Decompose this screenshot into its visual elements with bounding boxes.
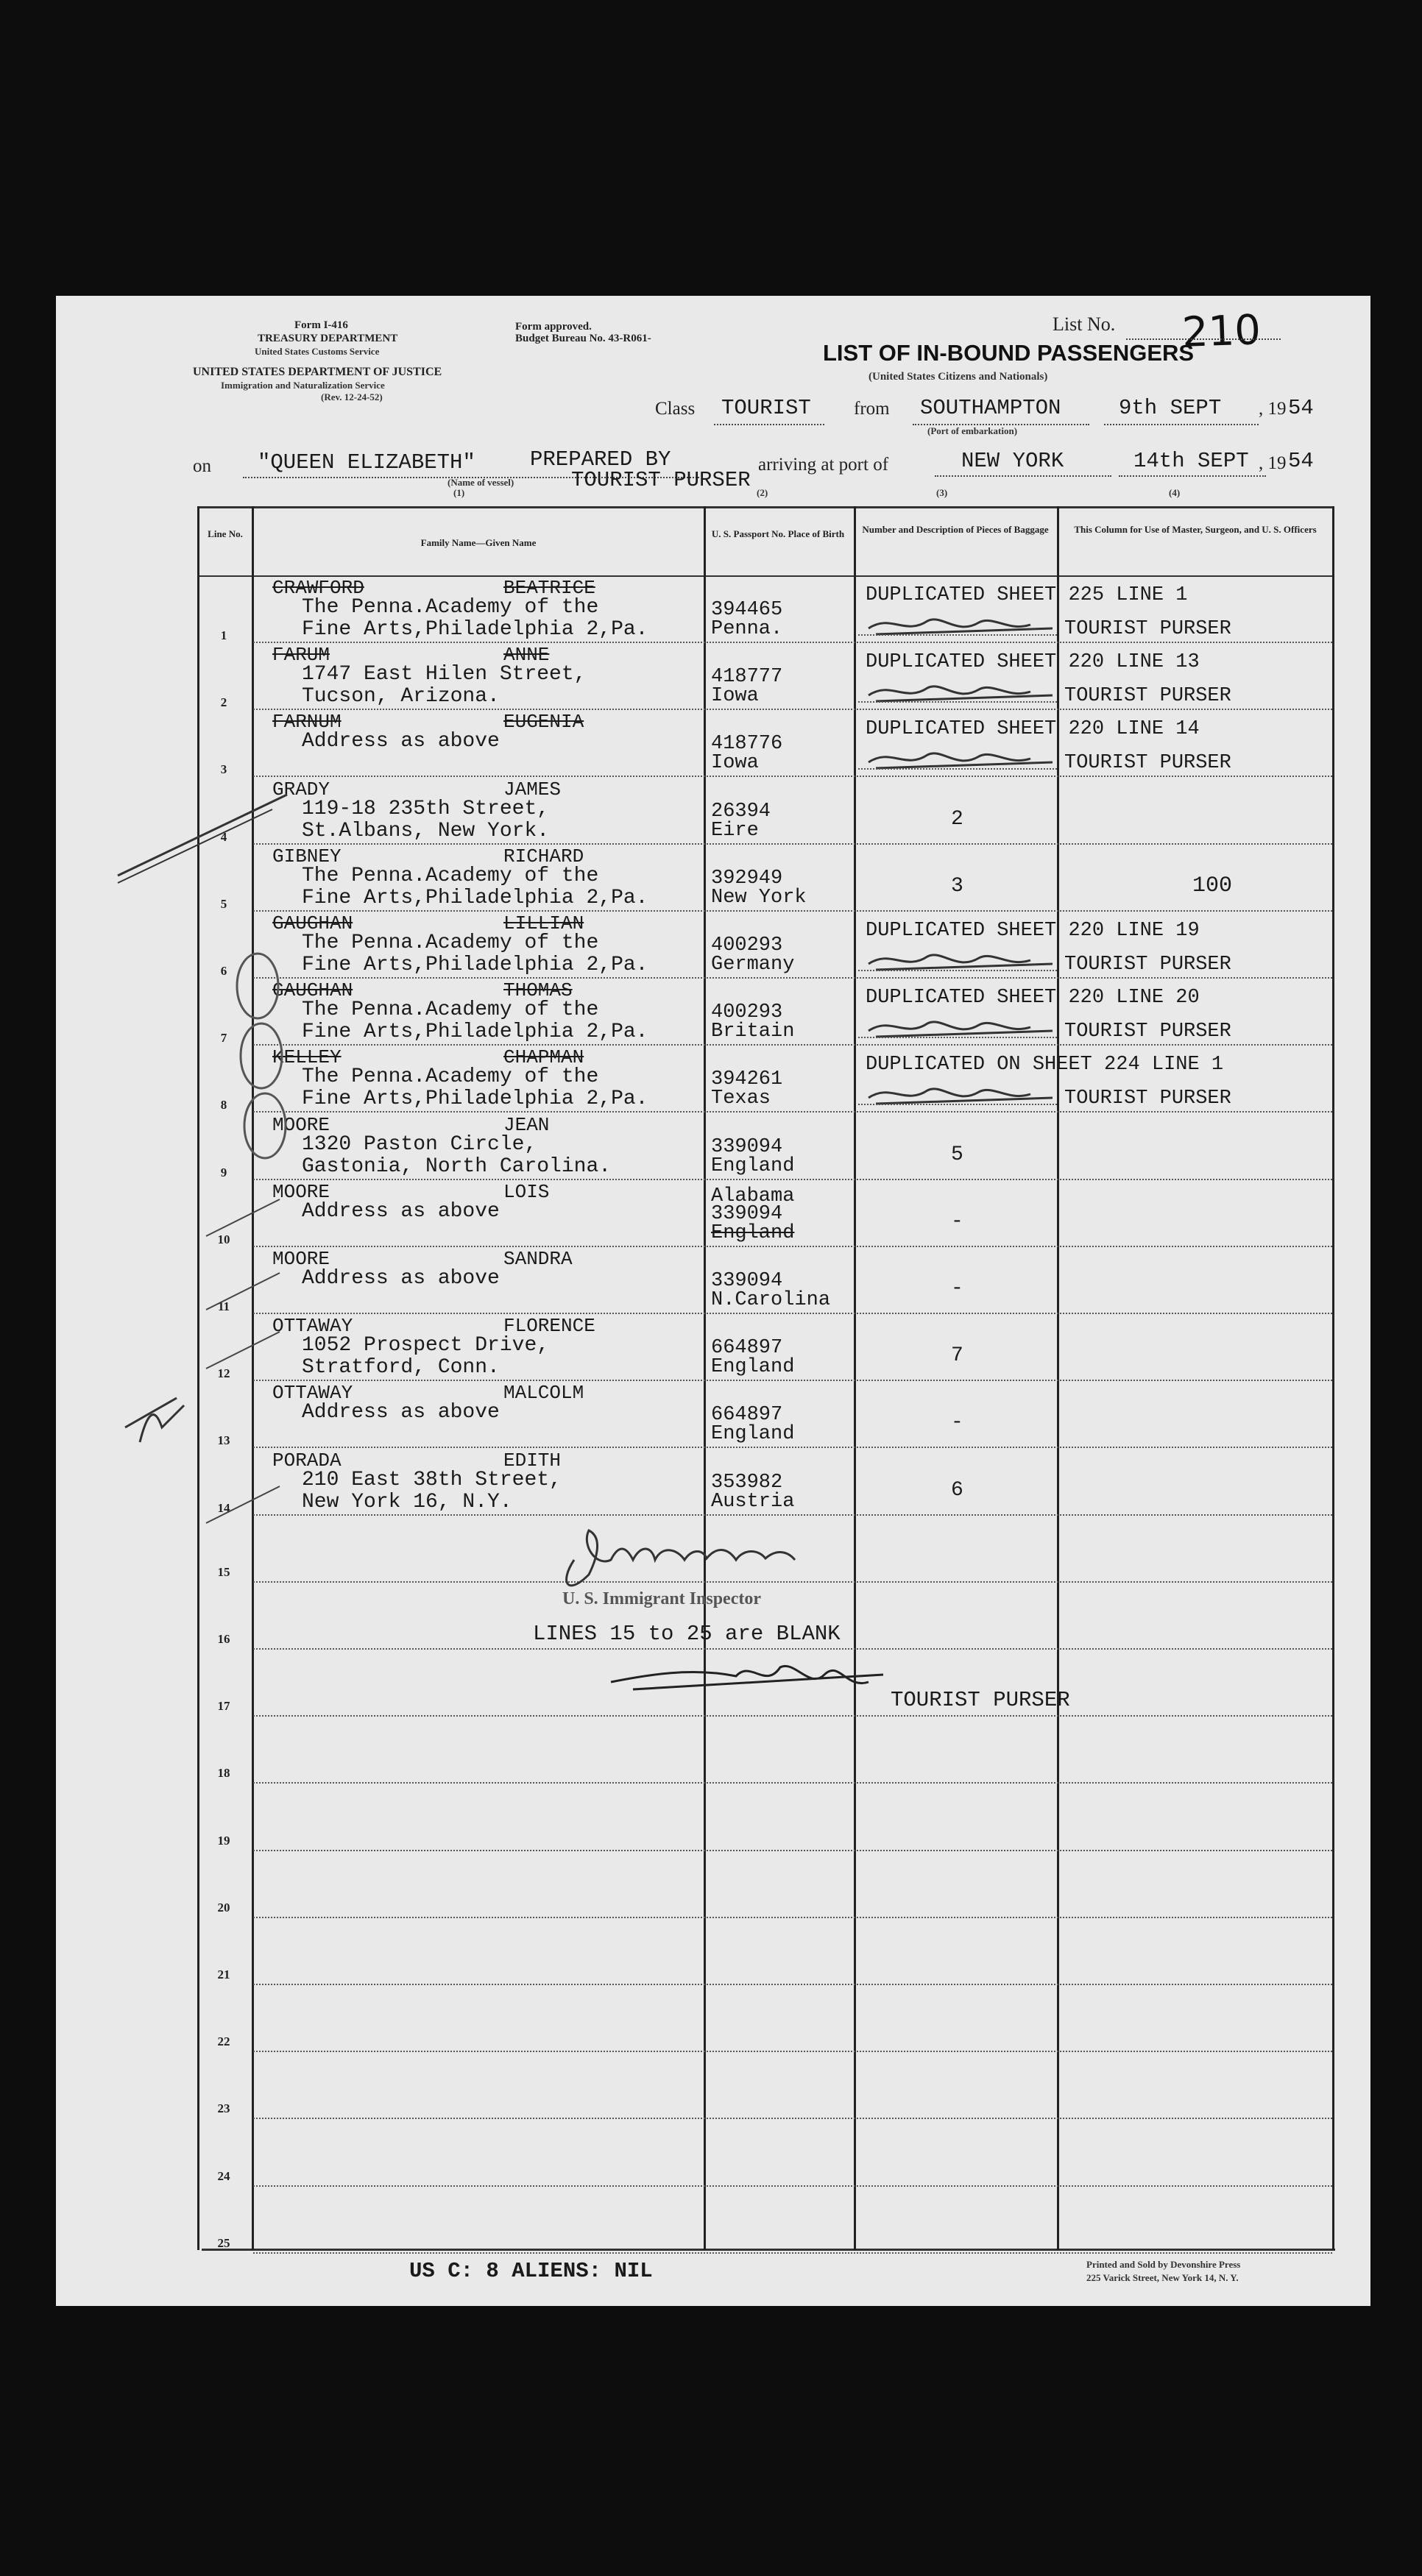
baggage-dotted-line bbox=[858, 970, 1057, 971]
family-name: FARNUM bbox=[272, 711, 342, 734]
birth-place: New York bbox=[711, 886, 807, 909]
line-number: 8 bbox=[220, 1098, 227, 1113]
given-name: EUGENIA bbox=[503, 711, 584, 734]
family-name: OTTAWAY bbox=[272, 1382, 353, 1405]
line-number: 20 bbox=[217, 1900, 230, 1915]
birth-place: Texas bbox=[711, 1087, 771, 1110]
officers-header: This Column for Use of Master, Surgeon, and U. S. Officers bbox=[1074, 524, 1317, 535]
line-number: 17 bbox=[217, 1699, 230, 1714]
departure-date-line bbox=[1104, 424, 1259, 425]
passport-number: 400293 bbox=[711, 1001, 783, 1024]
line-number: 9 bbox=[220, 1165, 227, 1179]
table-header-border bbox=[197, 575, 1334, 577]
family-name: KELLEY bbox=[272, 1046, 342, 1069]
footer-summary: US C: 8 ALIENS: NIL bbox=[409, 2259, 653, 2283]
baggage-purser: TOURIST PURSER bbox=[1064, 1021, 1231, 1043]
class-line bbox=[714, 424, 824, 425]
passport-number: 339094 bbox=[711, 1202, 783, 1225]
baggage-count: 3 bbox=[951, 874, 963, 898]
address-line-2: Gastonia, North Carolina. bbox=[302, 1154, 612, 1178]
purser-initials bbox=[861, 1076, 1067, 1113]
row-dotted-line bbox=[253, 1782, 1332, 1784]
prepared-by: PREPARED BY bbox=[530, 447, 671, 472]
line-number: 10 bbox=[217, 1232, 230, 1246]
column-1-number: (1) bbox=[453, 487, 465, 498]
baggage-purser: TOURIST PURSER bbox=[1064, 685, 1231, 708]
passport-number: 400293 bbox=[711, 934, 783, 957]
address-line-2: Fine Arts,Philadelphia 2,Pa. bbox=[302, 886, 648, 909]
form-subtitle: (United States Citizens and Nationals) bbox=[869, 371, 1048, 383]
address-line-1: The Penna.Academy of the bbox=[302, 864, 599, 887]
arrival-year-prefix: , 19 bbox=[1259, 453, 1287, 473]
birth-place-correction: Alabama bbox=[711, 1185, 795, 1207]
address-line-1: Address as above bbox=[302, 730, 500, 753]
departure-year-prefix: , 19 bbox=[1259, 399, 1287, 419]
arrival-port: NEW YORK bbox=[961, 449, 1064, 473]
budget-bureau: Budget Bureau No. 43-R061- bbox=[515, 333, 651, 344]
form-number: Form I-416 bbox=[294, 319, 348, 331]
column-2-number: (2) bbox=[757, 487, 768, 498]
address-line-1: The Penna.Academy of the bbox=[302, 932, 599, 954]
line-number: 16 bbox=[217, 1632, 230, 1646]
purser-initials bbox=[861, 1009, 1067, 1046]
treasury-department: TREASURY DEPARTMENT bbox=[258, 333, 398, 344]
line-number: 4 bbox=[220, 829, 227, 844]
family-name: CRAWFORD bbox=[272, 577, 364, 599]
line-number: 13 bbox=[217, 1433, 230, 1448]
passport-number: 664897 bbox=[711, 1404, 783, 1427]
blank-lines-note: LINES 15 to 25 are BLANK bbox=[533, 1622, 841, 1646]
officer-note: 100 bbox=[1192, 873, 1233, 898]
family-name: GAUGHAN bbox=[272, 912, 353, 934]
line-number: 21 bbox=[217, 1968, 230, 1981]
baggage-dotted-line bbox=[858, 1037, 1057, 1038]
birth-place: England bbox=[711, 1356, 795, 1379]
row-dotted-line bbox=[253, 1715, 1332, 1717]
row-dotted-line bbox=[253, 2118, 1332, 2119]
baggage-note: DUPLICATED SHEET 220 LINE 20 bbox=[866, 987, 1200, 1010]
given-name: ANNE bbox=[503, 644, 550, 667]
address-line-1: 1052 Prospect Drive, bbox=[302, 1334, 550, 1358]
form-revision: (Rev. 12-24-52) bbox=[321, 391, 383, 402]
baggage-count: - bbox=[951, 1210, 963, 1233]
family-name: GRADY bbox=[272, 778, 330, 801]
table-right-border bbox=[1332, 506, 1334, 2250]
family-name: GAUGHAN bbox=[272, 979, 353, 1002]
address-line-1: 1747 East Hilen Street, bbox=[302, 663, 587, 686]
passport-number: 339094 bbox=[711, 1270, 783, 1292]
line-number: 6 bbox=[220, 964, 227, 978]
baggage-note: DUPLICATED SHEET 220 LINE 19 bbox=[866, 920, 1200, 942]
birth-place: Britain bbox=[711, 1021, 795, 1043]
printer-line-1: Printed and Sold by Devonshire Press bbox=[1086, 2259, 1241, 2270]
embarkation-port: SOUTHAMPTON bbox=[920, 396, 1061, 420]
row-dotted-line bbox=[253, 1984, 1332, 1985]
passport-number: 394465 bbox=[711, 599, 783, 621]
baggage-purser: TOURIST PURSER bbox=[1064, 1087, 1231, 1110]
passport-number: 353982 bbox=[711, 1471, 783, 1494]
line-number: 22 bbox=[217, 2034, 230, 2049]
birth-place: England bbox=[711, 1423, 795, 1446]
passport-header: U. S. Passport No. Place of Birth bbox=[711, 528, 845, 539]
vessel-name: "QUEEN ELIZABETH" bbox=[258, 450, 475, 475]
family-name: PORADA bbox=[272, 1449, 342, 1472]
address-line-2: Fine Arts,Philadelphia 2,Pa. bbox=[302, 1087, 648, 1111]
address-line-1: 1320 Paston Circle, bbox=[302, 1132, 537, 1156]
baggage-note: DUPLICATED SHEET 220 LINE 14 bbox=[866, 718, 1200, 741]
from-label: from bbox=[854, 399, 890, 419]
form-approved: Form approved. bbox=[515, 321, 592, 333]
family-name: MOORE bbox=[272, 1248, 330, 1270]
birth-place: Penna. bbox=[711, 618, 783, 640]
list-number-label: List No. bbox=[1053, 313, 1116, 335]
baggage-count: 2 bbox=[951, 807, 963, 831]
passport-number: 418776 bbox=[711, 733, 783, 756]
baggage-purser: TOURIST PURSER bbox=[1064, 954, 1231, 976]
line-number: 14 bbox=[217, 1500, 230, 1515]
address-line-1: The Penna.Academy of the bbox=[302, 998, 599, 1022]
vessel-caption: (Name of vessel) bbox=[448, 477, 514, 488]
purser-initials bbox=[861, 942, 1067, 979]
table-top-border bbox=[197, 506, 1334, 508]
on-label: on bbox=[193, 456, 211, 476]
line-no-header: Line No. bbox=[208, 528, 243, 539]
row-dotted-line bbox=[253, 709, 1332, 710]
baggage-purser: TOURIST PURSER bbox=[1064, 752, 1231, 775]
prepared-by-purser: TOURIST PURSER bbox=[571, 468, 751, 492]
line-number: 12 bbox=[217, 1366, 230, 1381]
baggage-count: 6 bbox=[951, 1478, 963, 1502]
passport-number: 339094 bbox=[711, 1135, 783, 1158]
family-name: FARUM bbox=[272, 644, 330, 667]
address-line-2: Fine Arts,Philadelphia 2,Pa. bbox=[302, 618, 648, 641]
line-number: 11 bbox=[217, 1299, 230, 1313]
line-number: 19 bbox=[217, 1833, 230, 1848]
baggage-count: 5 bbox=[951, 1143, 963, 1166]
departure-date: 9th SEPT bbox=[1119, 396, 1222, 420]
name-header: Family Name—Given Name bbox=[420, 537, 537, 548]
baggage-header: Number and Description of Pieces of Baggage bbox=[862, 524, 1049, 535]
passport-number: 392949 bbox=[711, 867, 783, 890]
given-name: RICHARD bbox=[503, 845, 584, 867]
purser-initials bbox=[861, 673, 1067, 710]
form-title: LIST OF IN-BOUND PASSENGERS bbox=[823, 340, 1195, 366]
address-line-2: New York 16, N.Y. bbox=[302, 1490, 512, 1514]
baggage-count: - bbox=[951, 1277, 963, 1300]
address-line-2: Fine Arts,Philadelphia 2,Pa. bbox=[302, 954, 648, 976]
given-name: FLORENCE bbox=[503, 1315, 595, 1338]
line-number: 23 bbox=[217, 2101, 230, 2116]
column-3-number: (3) bbox=[936, 487, 948, 498]
purser-initials bbox=[861, 740, 1067, 777]
line-number: 24 bbox=[217, 2168, 230, 2183]
baggage-count: 7 bbox=[951, 1344, 963, 1368]
line-number: 15 bbox=[217, 1564, 230, 1579]
line-number: 1 bbox=[220, 628, 227, 642]
address-line-1: The Penna.Academy of the bbox=[302, 1065, 599, 1089]
address-line-1: The Penna.Academy of the bbox=[302, 596, 599, 619]
customs-service: United States Customs Service bbox=[255, 346, 380, 357]
line-number: 5 bbox=[220, 896, 227, 911]
address-line-2: Tucson, Arizona. bbox=[302, 685, 500, 709]
given-name: JEAN bbox=[503, 1113, 550, 1136]
row-dotted-line bbox=[253, 2252, 1332, 2254]
passport-number: 418777 bbox=[711, 666, 783, 689]
given-name: BEATRICE bbox=[503, 577, 595, 599]
port-embarkation-caption: (Port of embarkation) bbox=[927, 425, 1018, 436]
address-line-1: Address as above bbox=[302, 1267, 500, 1290]
row-dotted-line bbox=[253, 2051, 1332, 2052]
family-name: MOORE bbox=[272, 1180, 330, 1203]
address-line-2: Fine Arts,Philadelphia 2,Pa. bbox=[302, 1021, 648, 1044]
table-bottom-border bbox=[202, 2249, 1335, 2251]
address-line-1: Address as above bbox=[302, 1199, 500, 1223]
given-name: EDITH bbox=[503, 1449, 562, 1472]
baggage-dotted-line bbox=[858, 1104, 1057, 1105]
birth-place: Austria bbox=[711, 1490, 795, 1513]
justice-department: UNITED STATES DEPARTMENT OF JUSTICE bbox=[193, 366, 442, 378]
given-name: CHAPMAN bbox=[503, 1046, 584, 1069]
departure-year: 54 bbox=[1288, 396, 1314, 420]
family-name: OTTAWAY bbox=[272, 1315, 353, 1338]
given-name: THOMAS bbox=[503, 979, 573, 1002]
arrival-date-line bbox=[1119, 475, 1266, 477]
address-line-1: Address as above bbox=[302, 1401, 500, 1424]
given-name: LILLIAN bbox=[503, 912, 584, 934]
column-divider-baggage bbox=[854, 506, 856, 2250]
given-name: MALCOLM bbox=[503, 1382, 584, 1405]
birth-place: England bbox=[711, 1154, 795, 1177]
baggage-dotted-line bbox=[858, 701, 1057, 703]
class-label: Class bbox=[655, 399, 696, 419]
column-divider-passport bbox=[704, 506, 706, 2250]
line-number: 3 bbox=[220, 762, 227, 777]
family-name: MOORE bbox=[272, 1113, 330, 1136]
passport-number: 26394 bbox=[711, 800, 771, 823]
baggage-dotted-line bbox=[858, 768, 1057, 770]
arrival-date: 14th SEPT bbox=[1133, 449, 1249, 473]
closing-purser: TOURIST PURSER bbox=[891, 1688, 1070, 1712]
purser-initials bbox=[861, 606, 1067, 643]
baggage-note: DUPLICATED SHEET 220 LINE 13 bbox=[866, 651, 1200, 674]
baggage-note: DUPLICATED SHEET 225 LINE 1 bbox=[866, 584, 1188, 606]
baggage-dotted-line bbox=[858, 634, 1057, 636]
baggage-purser: TOURIST PURSER bbox=[1064, 618, 1231, 640]
given-name: LOIS bbox=[503, 1180, 550, 1203]
class-value: TOURIST bbox=[721, 396, 811, 420]
given-name: JAMES bbox=[503, 778, 562, 801]
address-line-2: St.Albans, New York. bbox=[302, 819, 550, 842]
address-line-1: 210 East 38th Street, bbox=[302, 1468, 562, 1491]
row-dotted-line bbox=[253, 642, 1332, 643]
arrival-year: 54 bbox=[1288, 449, 1314, 473]
passport-number: 664897 bbox=[711, 1337, 783, 1360]
column-4-number: (4) bbox=[1169, 487, 1181, 498]
inspector-label: U. S. Immigrant Inspector bbox=[562, 1589, 761, 1608]
line-number: 2 bbox=[220, 695, 227, 710]
given-name: SANDRA bbox=[503, 1248, 573, 1270]
birth-place: Eire bbox=[711, 819, 759, 842]
list-number-value: 210 bbox=[1181, 306, 1262, 357]
line-number: 7 bbox=[220, 1031, 227, 1046]
printer-line-2: 225 Varick Street, New York 14, N. Y. bbox=[1086, 2272, 1239, 2283]
birth-place: England bbox=[711, 1221, 795, 1244]
arriving-label: arriving at port of bbox=[758, 455, 889, 475]
arrival-port-line bbox=[935, 475, 1111, 477]
birth-place: Germany bbox=[711, 954, 795, 976]
baggage-count: - bbox=[951, 1411, 963, 1435]
line-number: 25 bbox=[217, 2235, 230, 2250]
birth-place: Iowa bbox=[711, 685, 759, 708]
address-line-2: Stratford, Conn. bbox=[302, 1356, 500, 1380]
birth-place: Iowa bbox=[711, 752, 759, 775]
row-dotted-line bbox=[253, 1850, 1332, 1851]
baggage-note: DUPLICATED ON SHEET 224 LINE 1 bbox=[866, 1054, 1224, 1076]
address-line-1: 119-18 235th Street, bbox=[302, 797, 550, 820]
birth-place: N.Carolina bbox=[711, 1289, 831, 1311]
row-dotted-line bbox=[253, 1917, 1332, 1918]
line-number: 18 bbox=[217, 1766, 230, 1781]
immigration-service: Immigration and Naturalization Service bbox=[221, 380, 385, 391]
family-name: GIBNEY bbox=[272, 845, 342, 867]
purser-signature bbox=[604, 1645, 913, 1711]
row-dotted-line bbox=[253, 2185, 1332, 2187]
passport-number: 394261 bbox=[711, 1068, 783, 1091]
margin-marks bbox=[110, 765, 420, 1545]
